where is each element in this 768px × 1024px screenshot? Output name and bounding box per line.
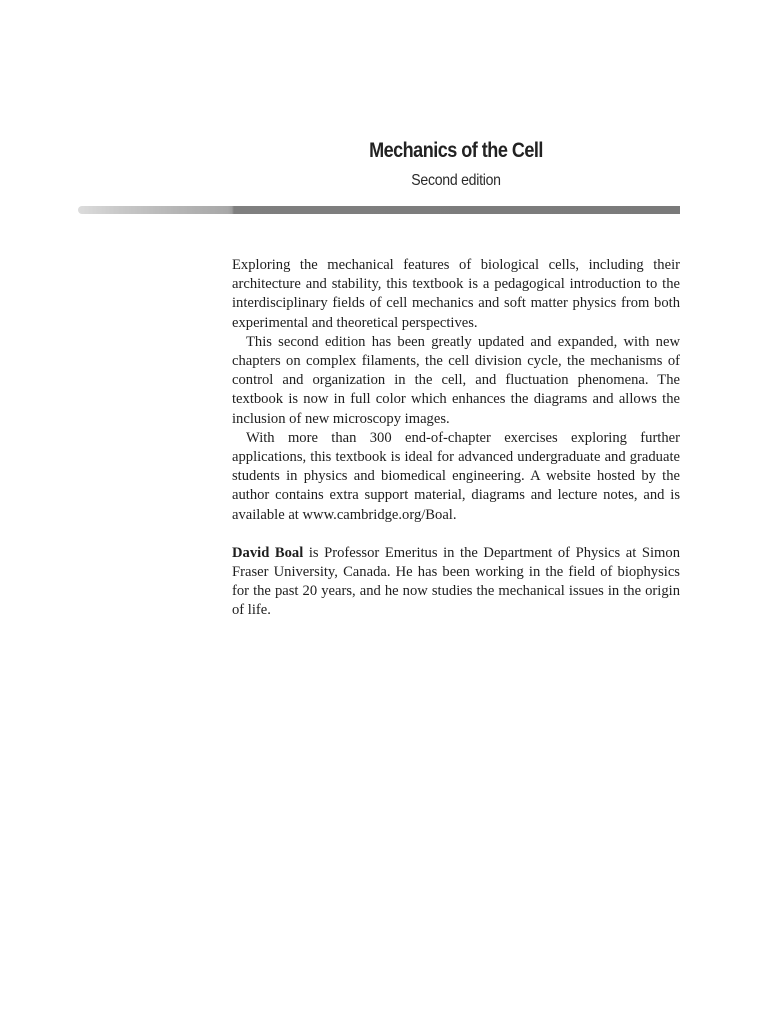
blurb-text (232, 256, 680, 621)
author-bio-text: is Professor Emeritus in the Department of Physics at Simon Fraser University, Canada. He has been working in the field of biophysics for the past 20 years, and he now studies the mechanical issues in the origin of life. (232, 544, 680, 619)
title-block (232, 138, 680, 192)
book-title: Mechanics of the Cell (369, 139, 543, 162)
book-edition: Second edition (411, 172, 501, 189)
title-divider (78, 206, 680, 214)
description-paragraph: This second edition has been greatly updated and expanded, with new chapters on complex filaments, the cell division cycle, the mechanisms of control and organization in the cell, and fluctuation phenomena. The textbook is now in full color which enhances the diagrams and allows the inclusion of new microscopy images. (232, 333, 680, 427)
description-paragraph: Exploring the mechanical features of biological cells, including their architecture and stability, this textbook is a pedagogical introduction to the interdisciplinary fields of cell mechanics and soft matter physics from both experimental and theoretical perspectives. (232, 257, 680, 331)
description-paragraph: With more than 300 end-of-chapter exercises exploring further applications, this textbook is ideal for advanced undergraduate and graduate students in physics and biomedical engineering. A website hosted by the author contains extra support material, diagrams and lecture notes, and is available at www.cambridge.org/Boal. (232, 429, 680, 523)
author-name: David Boal (232, 544, 304, 561)
author-bio (232, 544, 680, 621)
